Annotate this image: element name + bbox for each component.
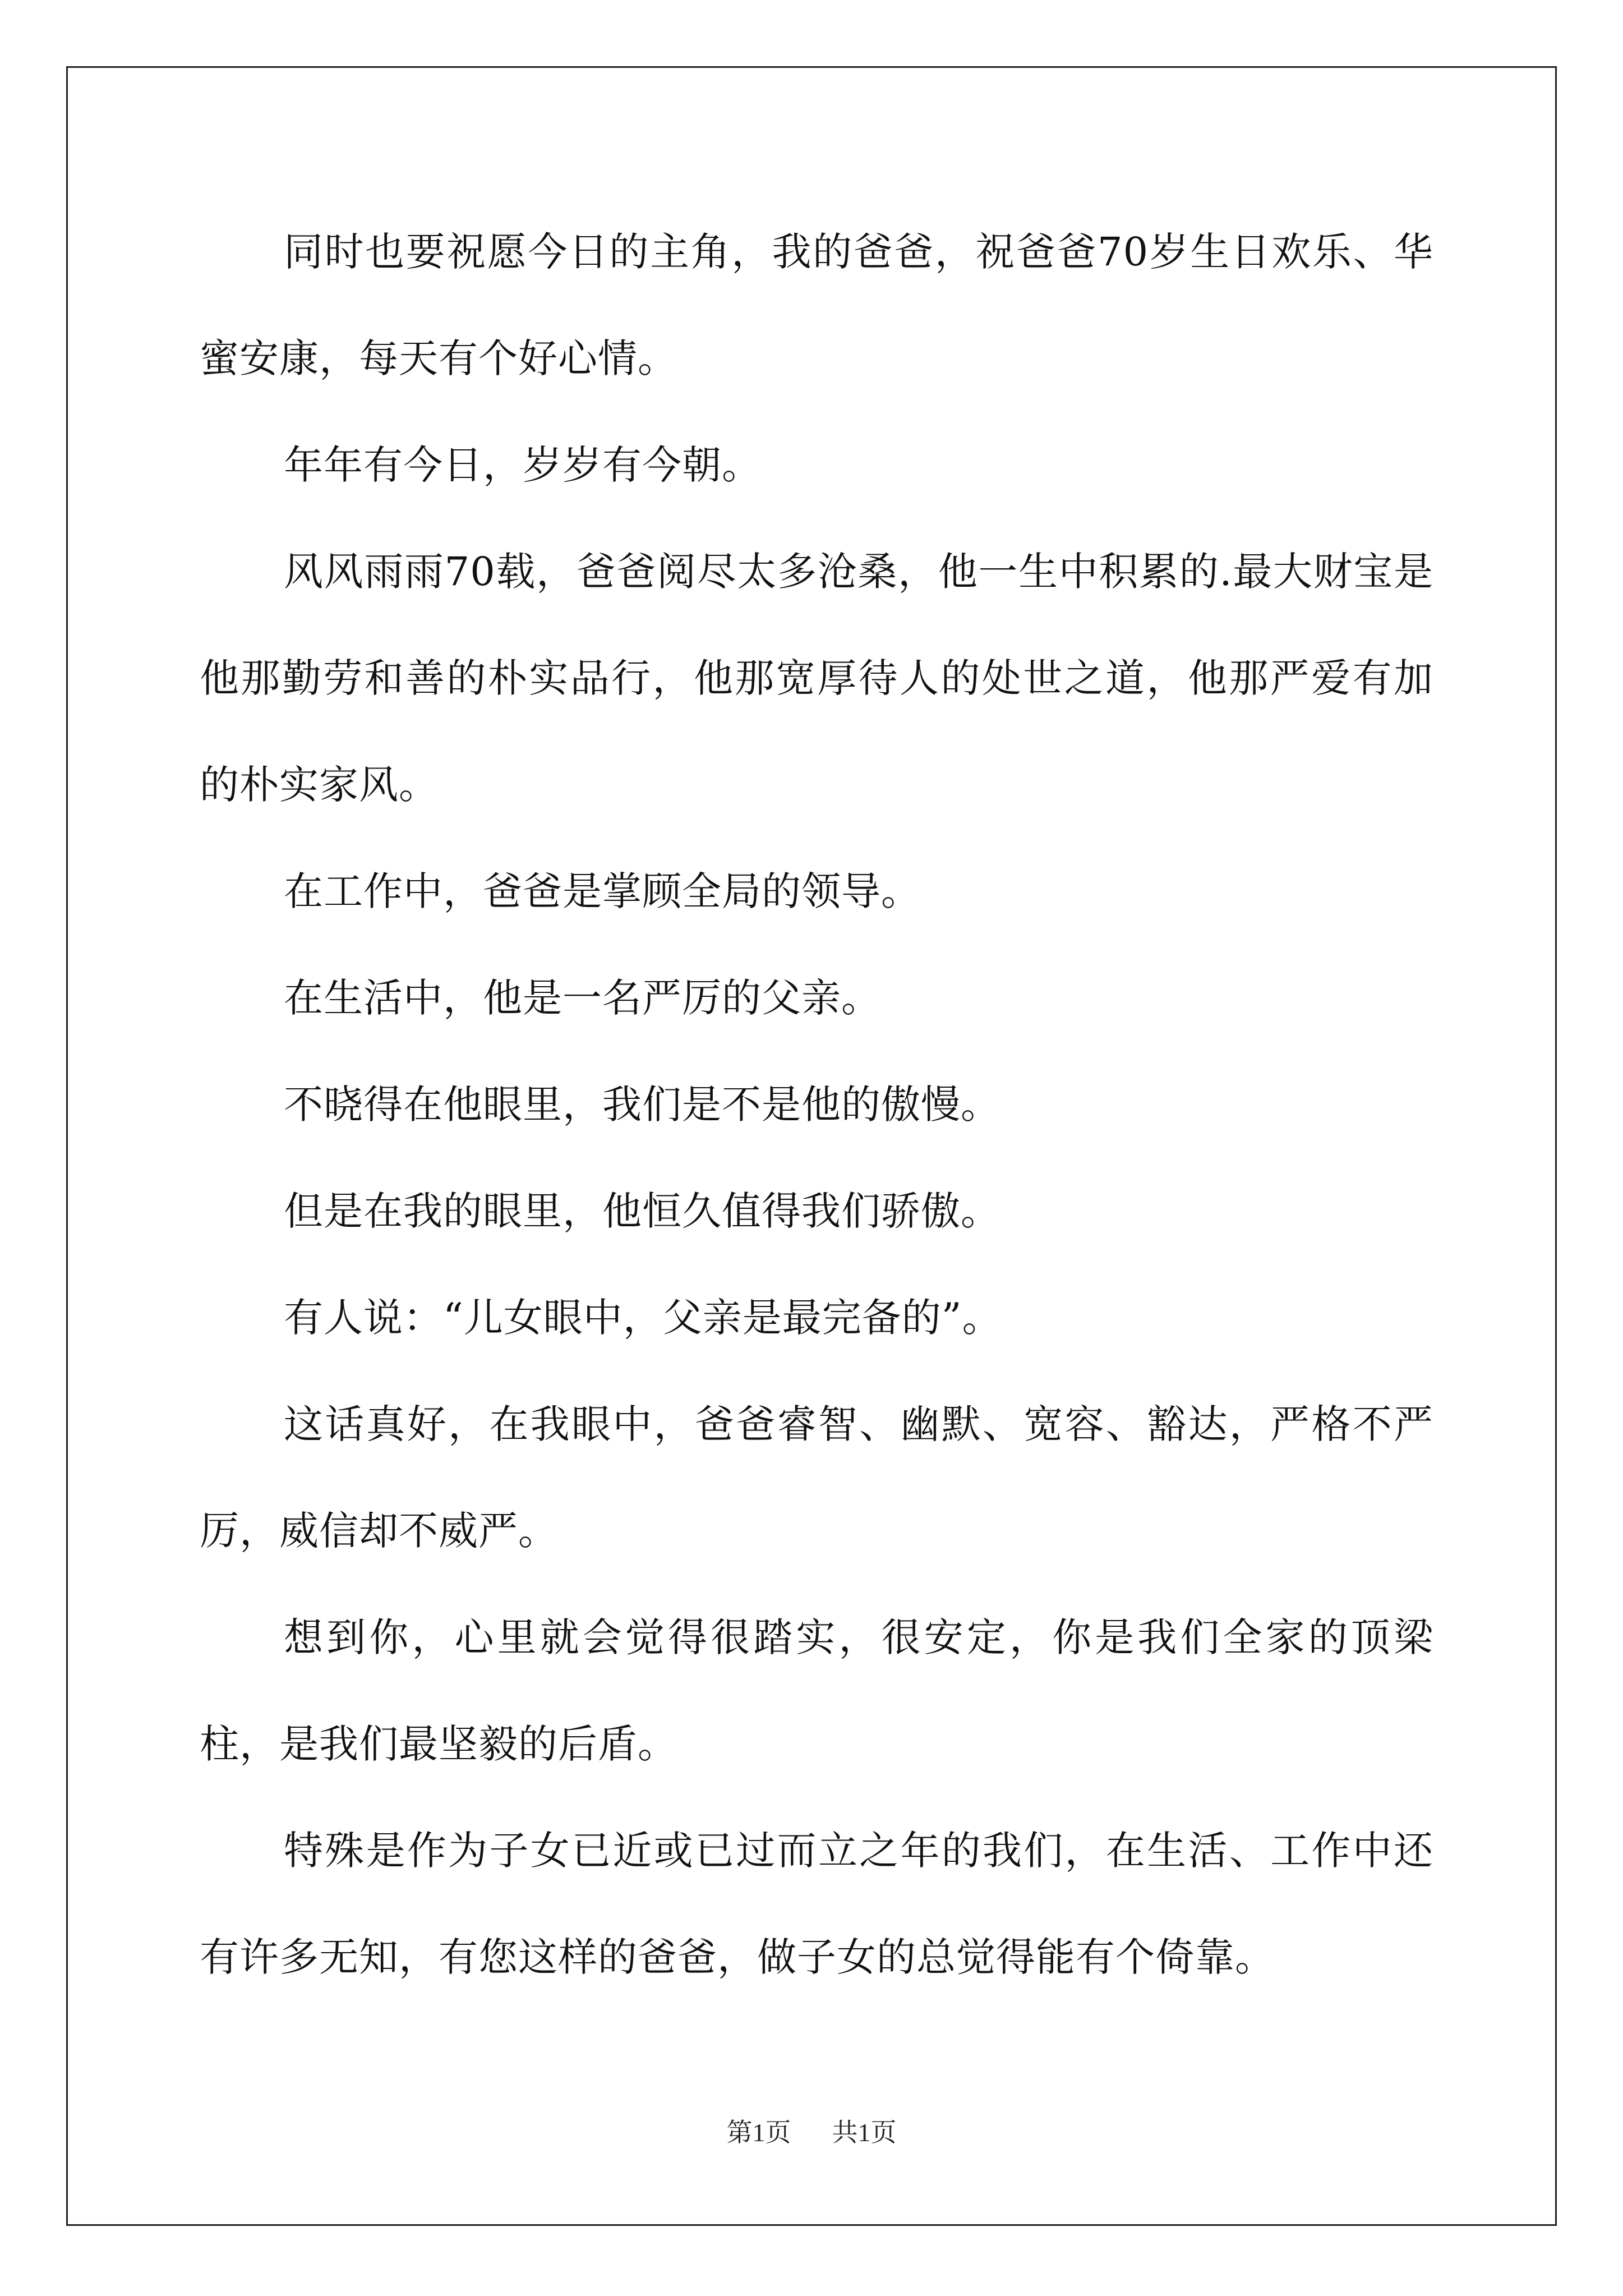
paragraph-4: 在工作中，爸爸是掌顾全局的领导。 [284, 868, 921, 914]
paragraph-7: 但是在我的眼里，他恒久值得我们骄傲。 [284, 1188, 1000, 1234]
paragraph-2: 年年有今日，岁岁有今朝。 [284, 442, 762, 488]
paragraph-10: 想到你，心里就会觉得很踏实，很安定，你是我们全家的顶梁柱，是我们最坚毅的后盾。 [200, 1614, 1433, 1767]
paragraph-11: 特殊是作为子女已近或已过而立之年的我们，在生活、工作中还有许多无知，有您这样的爸爸，做子女的总觉得能有个倚靠。 [200, 1828, 1433, 1980]
page-footer [0, 2112, 1623, 2149]
paragraph-8: 有人说：“儿女眼中，父亲是最完备的”。 [284, 1295, 1002, 1341]
paragraph-9: 这话真好，在我眼中，爸爸睿智、幽默、宽容、豁达，严格不严厉，威信却不威严。 [200, 1401, 1433, 1554]
page-number-total: 共1页 [832, 2118, 897, 2147]
page-number-current: 第1页 [726, 2118, 791, 2147]
paragraph-1: 同时也要祝愿今日的主角，我的爸爸，祝爸爸70岁生日欢乐、华蜜安康，每天有个好心情。 [200, 229, 1433, 381]
paragraph-5: 在生活中，他是一名严厉的父亲。 [284, 975, 881, 1021]
paragraph-3: 风风雨雨70载，爸爸阅尽太多沧桑，他一生中积累的.最大财宝是他那勤劳和善的朴实品行，他那宽厚待人的处世之道，他那严爱有加的朴实家风。 [200, 549, 1433, 808]
document-body [200, 199, 1433, 2010]
paragraph-6: 不晓得在他眼里，我们是不是他的傲慢。 [284, 1082, 1000, 1128]
